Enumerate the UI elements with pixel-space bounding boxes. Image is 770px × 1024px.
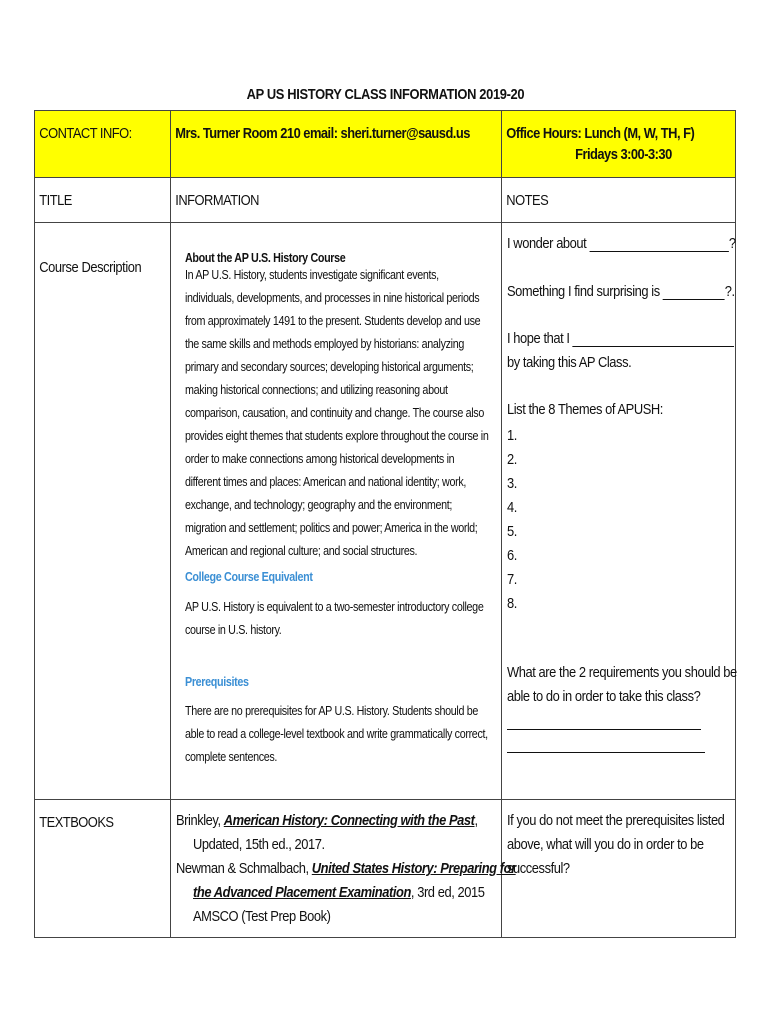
textbook-2: Newman & Schmalbach, United States History: Preparing for: [176, 860, 516, 877]
prereq-note-line1: If you do not meet the prerequisites listed: [506, 812, 725, 829]
course-label-cell: [35, 223, 171, 800]
themes-list: [507, 424, 517, 616]
hope-prompt: I hope that I: [507, 330, 734, 347]
theme-item-4: 4.: [506, 499, 517, 516]
textbook-2-title-a: United States History: Preparing for: [311, 860, 516, 877]
theme-item-6: 6.: [506, 547, 517, 564]
contact-info-cell: [171, 111, 501, 178]
theme-item-7: 7.: [506, 571, 517, 588]
textbooks-label: TEXTBOOKS: [39, 814, 114, 831]
textbook-1: Brinkley, American History: Connecting with the Past,: [176, 812, 478, 829]
class-info-table: [34, 110, 736, 938]
course-description-row: [35, 223, 736, 800]
textbooks-row: [35, 800, 736, 938]
document-title: AP US HISTORY CLASS INFORMATION 2019-20: [246, 86, 524, 103]
requirements-blank-2[interactable]: [507, 752, 705, 753]
contact-label: CONTACT INFO:: [39, 125, 132, 142]
textbooks-info-cell: [171, 800, 516, 938]
office-hours-cell: [501, 111, 735, 178]
contact-info: Mrs. Turner Room 210 email: sheri.turner@sausd.us: [175, 125, 471, 142]
header-row: [35, 178, 736, 223]
theme-item-8: 8.: [506, 595, 517, 612]
textbook-2-title-b: the Advanced Placement Examination: [193, 884, 412, 901]
textbook-1-title: American History: Connecting with the Past: [223, 812, 475, 829]
equivalent-text: AP U.S. History is equivalent to a two-semester introductory college course in U.S. history.: [185, 600, 484, 637]
course-info-cell: [171, 223, 501, 800]
theme-item-5: 5.: [506, 523, 517, 540]
surprising-prompt: Something I find surprising is ?.: [506, 283, 735, 300]
prerequisites-heading: Prerequisites: [185, 675, 249, 689]
hope-line2: by taking this AP Class.: [506, 354, 631, 371]
requirements-blank-1[interactable]: [507, 729, 701, 730]
requirements-question-line1: What are the 2 requirements you should be: [506, 664, 737, 681]
header-notes: NOTES: [505, 192, 548, 209]
theme-item-2: 2.: [506, 451, 517, 468]
requirements-question-line2: able to do in order to take this class?: [506, 688, 700, 705]
prerequisites-text: There are no prerequisites for AP U.S. History. Students should be able to read a college-level textbook and write grammatically correct, complete sentences.: [185, 704, 488, 764]
theme-item-1: 1.: [506, 427, 517, 444]
theme-item-3: 3.: [506, 475, 517, 492]
prereq-note-line3: successful?: [506, 860, 570, 877]
wonder-prompt: I wonder about ?: [506, 235, 736, 252]
textbook-1-edition: Updated, 15th ed., 2017.: [193, 836, 325, 853]
hope-blank[interactable]: [572, 332, 734, 347]
themes-heading: List the 8 Themes of APUSH:: [506, 401, 663, 418]
textbook-2-line2: the Advanced Placement Examination, 3rd ed, 2015: [193, 884, 485, 901]
equivalent-heading: College Course Equivalent: [185, 570, 313, 584]
prereq-note-line2: above, what will you do in order to be: [506, 836, 704, 853]
about-heading: About the AP U.S. History Course: [185, 251, 346, 265]
office-hours-line2: Fridays 3:00-3:30: [574, 146, 672, 163]
contact-label-cell: [35, 111, 171, 178]
course-notes-cell: [501, 223, 735, 800]
about-text: In AP U.S. History, students investigate significant events, individuals, developments, and processes in nine historical periods from approximately 1491 to the present. Students develop and use the same skills and methods employed by historians: analyzing primary and secondary sources; developing historical arguments; making historical connections; and utilizing reasoning about comparison, causation, and continuity and change. The course also provides eight themes that students explore throughout the course in order to make connections among historical developments in different times and places: American and national identity; work, exchange, and technology; geography and the environment; migration and settlement; politics and power; America in the world; American and regional culture; and social structures.: [185, 268, 489, 558]
course-description-label: Course Description: [39, 259, 142, 276]
header-information: INFORMATION: [175, 192, 260, 209]
textbooks-notes-cell: [501, 800, 735, 938]
office-hours-line1: Office Hours: Lunch (M, W, TH, F): [505, 125, 694, 142]
textbook-3: AMSCO (Test Prep Book): [193, 908, 331, 925]
contact-row: [35, 111, 736, 178]
header-title: TITLE: [39, 192, 72, 209]
wonder-blank[interactable]: [589, 237, 728, 252]
textbooks-label-cell: [35, 800, 171, 938]
surprising-blank[interactable]: [663, 285, 725, 300]
